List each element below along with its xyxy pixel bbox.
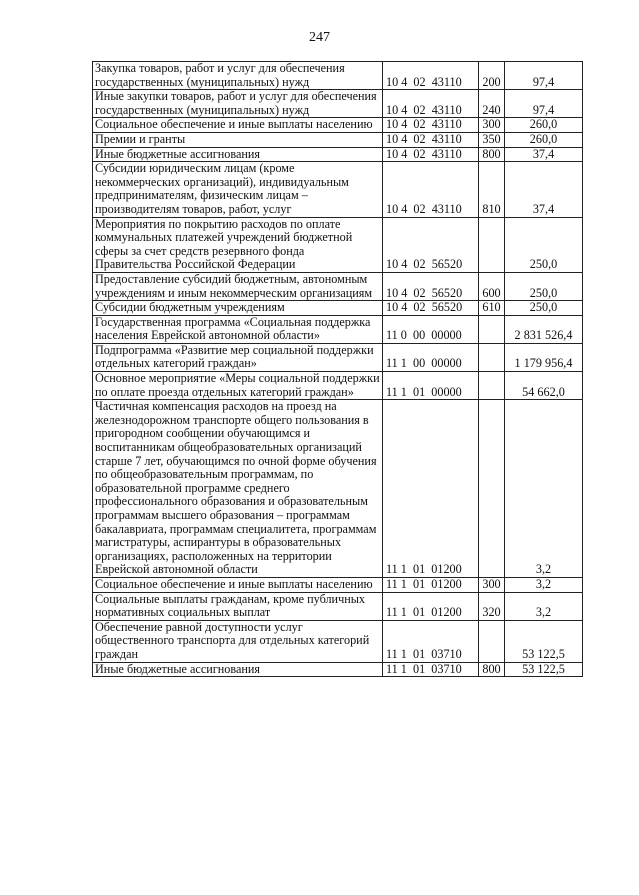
table-row <box>93 147 583 162</box>
row-expense-type-cell <box>479 372 505 400</box>
row-name-cell: Основное мероприятие «Меры социальной поддержки по оплате проезда отдельных категорий граждан» <box>93 372 383 400</box>
row-code-cell: 11 1 01 01200 <box>383 577 479 592</box>
row-code-cell: 10 4 02 43110 <box>383 162 479 217</box>
table-row <box>93 90 583 118</box>
row-code-cell: 10 4 02 43110 <box>383 62 479 90</box>
row-amount-cell: 3,2 <box>505 577 583 592</box>
row-code-cell: 10 4 02 43110 <box>383 90 479 118</box>
table-row <box>93 301 583 316</box>
row-expense-type-cell <box>479 620 505 662</box>
row-code-cell: 11 1 01 00000 <box>383 372 479 400</box>
row-name-cell: Субсидии бюджетным учреждениям <box>93 301 383 316</box>
budget-table-body <box>93 62 583 677</box>
table-row <box>93 315 583 343</box>
row-expense-type-cell: 810 <box>479 162 505 217</box>
row-amount-cell: 54 662,0 <box>505 372 583 400</box>
row-code-cell: 11 1 01 01200 <box>383 400 479 578</box>
row-expense-type-cell: 800 <box>479 662 505 677</box>
row-code-cell: 10 4 02 43110 <box>383 132 479 147</box>
budget-table <box>92 61 583 677</box>
row-expense-type-cell: 800 <box>479 147 505 162</box>
row-amount-cell: 1 179 956,4 <box>505 343 583 371</box>
row-code-cell: 10 4 02 56520 <box>383 301 479 316</box>
row-name-cell: Иные закупки товаров, работ и услуг для обеспечения государственных (муниципальных) нужд <box>93 90 383 118</box>
row-code-cell: 11 1 01 03710 <box>383 620 479 662</box>
row-name-cell: Мероприятия по покрытию расходов по оплате коммунальных платежей учреждений бюджетной сферы за счет средств резервного фонда Правительства Российской Федерации <box>93 217 383 272</box>
table-row <box>93 62 583 90</box>
row-name-cell: Предоставление субсидий бюджетным, автономным учреждениям и иным некоммерческим организациям <box>93 272 383 300</box>
page-number: 247 <box>309 30 330 45</box>
row-code-cell: 11 1 00 00000 <box>383 343 479 371</box>
row-expense-type-cell: 300 <box>479 577 505 592</box>
row-expense-type-cell <box>479 217 505 272</box>
row-code-cell: 10 4 02 43110 <box>383 118 479 133</box>
row-amount-cell: 3,2 <box>505 592 583 620</box>
row-expense-type-cell <box>479 315 505 343</box>
row-code-cell: 10 4 02 56520 <box>383 272 479 300</box>
row-name-cell: Иные бюджетные ассигнования <box>93 147 383 162</box>
row-name-cell: Подпрограмма «Развитие мер социальной поддержки отдельных категорий граждан» <box>93 343 383 371</box>
row-expense-type-cell <box>479 343 505 371</box>
table-row <box>93 272 583 300</box>
row-amount-cell: 37,4 <box>505 162 583 217</box>
row-expense-type-cell: 350 <box>479 132 505 147</box>
row-expense-type-cell: 610 <box>479 301 505 316</box>
row-name-cell: Частичная компенсация расходов на проезд на железнодорожном транспорте общего пользования в пригородном сообщении обучающимся и воспитанникам общеобразовательных организаций старше 7 лет, обучающимся по очной форме обучения по общеобразовательным программам, по образовательной программе среднего профессионального образования и образовательным программам высшего образования – программам бакалавриата, программам специалитета, программам магистратуры, аспирантуры в образовательных организациях, расположенных на территории Еврейской автономной области <box>93 400 383 578</box>
row-name-cell: Социальное обеспечение и иные выплаты населению <box>93 118 383 133</box>
row-code-cell: 11 1 01 03710 <box>383 662 479 677</box>
row-name-cell: Социальные выплаты гражданам, кроме публичных нормативных социальных выплат <box>93 592 383 620</box>
table-row <box>93 343 583 371</box>
row-expense-type-cell: 320 <box>479 592 505 620</box>
table-row <box>93 372 583 400</box>
row-amount-cell: 97,4 <box>505 62 583 90</box>
row-name-cell: Премии и гранты <box>93 132 383 147</box>
row-expense-type-cell: 240 <box>479 90 505 118</box>
row-name-cell: Обеспечение равной доступности услуг общественного транспорта для отдельных категорий граждан <box>93 620 383 662</box>
row-amount-cell: 53 122,5 <box>505 662 583 677</box>
row-name-cell: Государственная программа «Социальная поддержка населения Еврейской автономной области» <box>93 315 383 343</box>
table-row <box>93 217 583 272</box>
row-name-cell: Социальное обеспечение и иные выплаты населению <box>93 577 383 592</box>
row-amount-cell: 37,4 <box>505 147 583 162</box>
row-amount-cell: 3,2 <box>505 400 583 578</box>
row-code-cell: 11 0 00 00000 <box>383 315 479 343</box>
table-row <box>93 577 583 592</box>
row-amount-cell: 260,0 <box>505 118 583 133</box>
row-code-cell: 10 4 02 43110 <box>383 147 479 162</box>
row-name-cell: Иные бюджетные ассигнования <box>93 662 383 677</box>
row-name-cell: Субсидии юридическим лицам (кроме некоммерческих организаций), индивидуальным предпринимателям, физическим лицам – производителям товаров, работ, услуг <box>93 162 383 217</box>
table-row <box>93 162 583 217</box>
row-amount-cell: 250,0 <box>505 217 583 272</box>
table-row <box>93 662 583 677</box>
table-row <box>93 592 583 620</box>
table-row <box>93 400 583 578</box>
row-amount-cell: 250,0 <box>505 301 583 316</box>
row-code-cell: 11 1 01 01200 <box>383 592 479 620</box>
table-row <box>93 132 583 147</box>
row-expense-type-cell <box>479 400 505 578</box>
row-amount-cell: 260,0 <box>505 132 583 147</box>
row-name-cell: Закупка товаров, работ и услуг для обеспечения государственных (муниципальных) нужд <box>93 62 383 90</box>
table-row <box>93 118 583 133</box>
row-amount-cell: 97,4 <box>505 90 583 118</box>
row-expense-type-cell: 300 <box>479 118 505 133</box>
table-row <box>93 620 583 662</box>
row-amount-cell: 53 122,5 <box>505 620 583 662</box>
row-amount-cell: 2 831 526,4 <box>505 315 583 343</box>
row-expense-type-cell: 200 <box>479 62 505 90</box>
row-amount-cell: 250,0 <box>505 272 583 300</box>
row-code-cell: 10 4 02 56520 <box>383 217 479 272</box>
row-expense-type-cell: 600 <box>479 272 505 300</box>
